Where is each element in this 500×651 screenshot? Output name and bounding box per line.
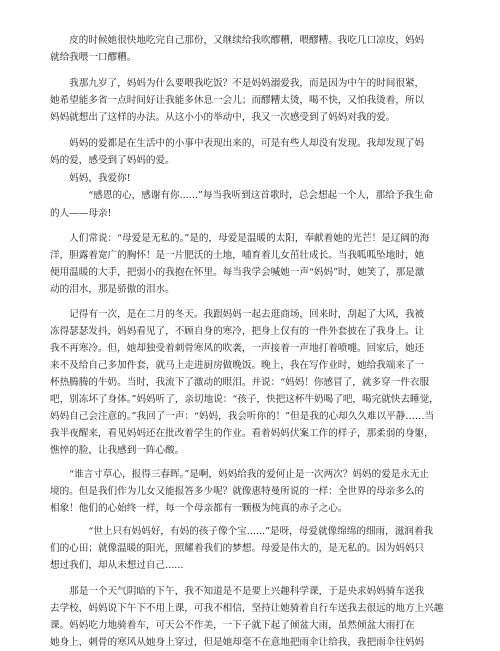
text-line: 洋，胆露着宽广的胸怀！是一片肥沃的土地，哺育着儿女茁壮成长。当我呱呱坠地时，她: [50, 250, 425, 261]
text-line: 冻得瑟瑟发抖，妈妈看见了，不顾自身的寒冷，把身上仅有的一件外套披在了我身上。让: [50, 326, 425, 337]
text-line: 吧，别冻坏了身体。”妈妈听了，亲切地说：“孩子，快把这杯牛奶喝了吧，喝完就快去睡觉，: [50, 394, 439, 405]
text-line: “谁言寸草心，报得三春晖。”是啊，妈妈给我的爱何止是一次两次？妈妈的爱是永无止: [50, 469, 430, 480]
text-line: 她身上，刺骨的寒风从她身上穿过，但是她却毫不在意地把雨伞让给我，我把雨伞往妈妈: [50, 637, 425, 648]
text-line: 妈的爱，感受到了妈妈的爱。: [50, 155, 175, 166]
text-line: 人们常说：“母爱是无私的。”是的，母爱是温暖的太阳，奉献着她的光芒！是辽阔的海: [50, 233, 430, 244]
text-line: 妈妈自己会注意的。”我回了一声：“妈妈，我会听你的！”但是我的心却久久难以平静……当: [50, 411, 435, 422]
text-line: 我那九岁了，妈妈为什么要喂我吃饭？不是妈妈溺爱我，而是因为中午的时间很紧，: [50, 78, 425, 89]
text-line: 境的。但是我们作为儿女又能报答多少呢？就像惠特曼所说的一样：全世界的母亲多么的: [50, 486, 425, 497]
text-line: 她希望能多省一点时间好让我能多休息一会儿；而醪糟太烫，喝不快，又怕我烫着，所以: [50, 95, 425, 106]
text-line: 妈妈的爱都是在生活中的小事中表现出来的，可是有些人却没有发现。我却发现了妈: [50, 138, 425, 149]
text-line: 动的泪水，那是骄傲的泪水。: [50, 284, 175, 295]
text-line: 相象！他们的心始终一样，每一个母亲都有一颗极为纯真的赤子之心。: [50, 503, 348, 514]
text-line: 记得有一次，是在二月的冬天。我跟妈妈一起去逛商场，回来时，刮起了大风，我被: [50, 309, 425, 320]
text-line: 憔悴的脸，让我感到一阵心酸。: [50, 445, 185, 456]
text-line: 那是一个天气阴暗的下午，我不知道是不是要上兴趣科学课，于是央求妈妈骑车送我: [50, 586, 425, 597]
text-line: 的人——母亲!: [50, 208, 112, 219]
text-line: 妈妈，我爱你!: [50, 173, 131, 184]
text-line: “世上只有妈妈好，有妈的孩子像个宝......”是呀，母爱就像绵绵的细雨，滋润着我: [50, 526, 434, 537]
text-line: 皮的时候她很快地吃完自己那份，又继续给我吹醪糟，喂醪糟。我吃几口凉皮，妈妈: [50, 35, 425, 46]
text-line: 便用温暖的大手，把弱小的我抱在怀里。每当我学会喊她一声“妈妈”时，她笑了，那是激: [50, 267, 425, 278]
text-line: 课。妈妈吃力地骑着车，可天公不作美，一下子就下起了倾盆大雨，虽然倾盆大雨打在: [50, 620, 415, 631]
text-line: “感恩的心，感谢有你......”每当我听到这首歌时，总会想起一个人，那给予我生命: [50, 190, 434, 201]
text-line: 想过我们，却从未想过自己......: [50, 560, 184, 571]
text-line: 去学校，妈妈说下午下不用上课，可我不相信，坚持让她骑着自行车送我去很远的地方上兴趣: [50, 603, 444, 614]
text-line: 来不及给自己多加件套，就马上走进厨房做晚饭。晚上，我在写作业时，她给我端来了一: [50, 360, 425, 371]
text-line: 们的心田；就像温暖的阳光，照耀着我们的梦想。母爱是伟大的，是无私的。因为妈妈只: [50, 543, 425, 554]
text-line: 就给我喂一口醪糟。: [50, 52, 137, 63]
text-line: 杯热腾腾的牛奶。当时，我流下了激动的眼泪。并说：“妈妈！你感冒了，就多穿一件衣服: [50, 377, 430, 388]
text-line: 我不再寒冷。但，她却独受着刺骨寒风的吹袭，一声接着一声地打着喷嚏。回家后，她还: [50, 343, 425, 354]
text-line: 妈妈就想出了这样的办法。从这小小的举动中，我又一次感受到了妈妈对我的爱。: [50, 112, 396, 123]
text-line: 我半夜醒来，看见妈妈还在批改着学生的作业。看着妈妈伏案工作的样子，那柔弱的身躯，: [50, 428, 434, 439]
